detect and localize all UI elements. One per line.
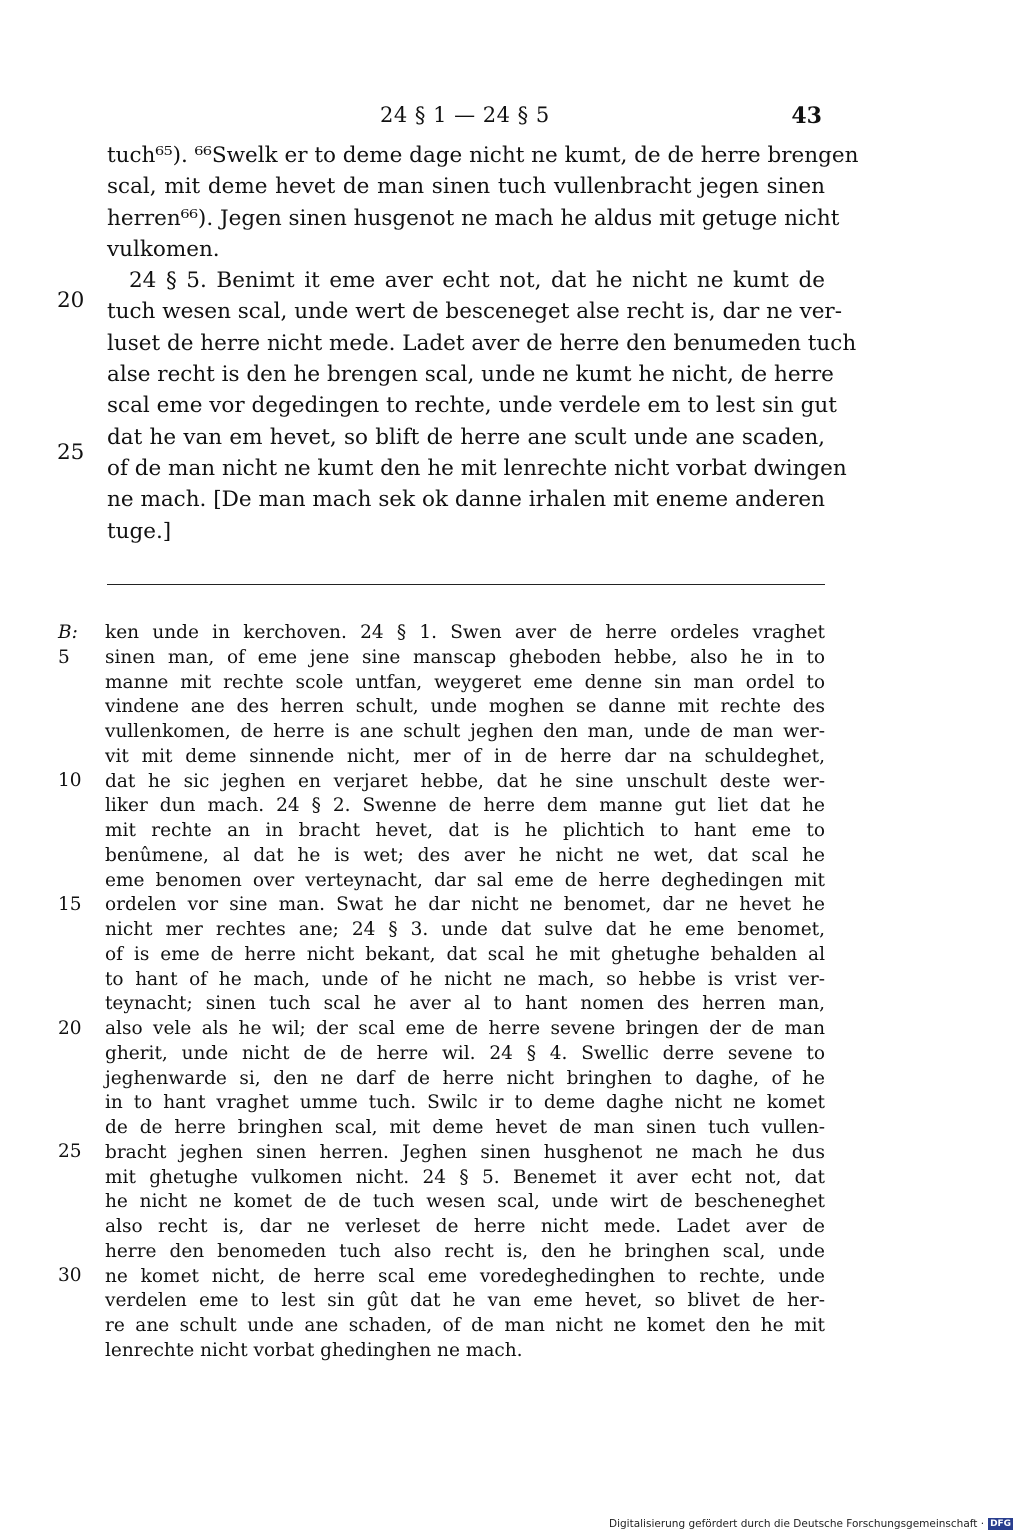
note-line: also vele als he wil; der scal eme de herre sevene bringen der de man [105, 1018, 825, 1039]
main-line: 24 § 5. Benimt it eme aver echt not, dat he nicht ne kumt de [129, 268, 825, 294]
note-line: in to hant vraghet umme tuch. Swilc ir to deme daghe nicht ne komet [105, 1092, 825, 1114]
line-number: 25 [57, 440, 85, 465]
main-line: scal eme vor degedingen to rechte, unde verdele em to lest sin gut [107, 393, 837, 419]
main-line: dat he van em hevet, so blift de herre ane scult unde ane scaden, [107, 424, 825, 450]
note-line: benûmene, al dat he is wet; des aver he nicht ne wet, dat scal he [105, 844, 825, 866]
note-line: bracht jeghen sinen herren. Jeghen sinen husghenot ne mach he dus [105, 1141, 825, 1163]
main-line: luset de herre nicht mede. Ladet aver de herre den benumeden tuch [107, 330, 857, 356]
note-line: he nicht ne komet de de tuch wesen scal, unde wirt de bescheneghet [105, 1191, 825, 1213]
page-number: 43 [791, 103, 822, 129]
note-line: also recht is, dar ne verleset de herre nicht mede. Ladet aver de [105, 1216, 825, 1237]
note-line: herre den benomeden tuch also recht is, den he bringhen scal, unde [105, 1240, 825, 1262]
note-line: eme benomen over verteynacht, dar sal eme de herre deghedingen mit [105, 869, 825, 891]
line-number: 5 [58, 646, 70, 668]
line-number: 20 [58, 1018, 82, 1039]
note-line: dat he sic jeghen en verjaret hebbe, dat he sine unschult deste wer- [105, 770, 825, 792]
line-number: 10 [58, 770, 82, 791]
line-number: 25 [58, 1141, 82, 1162]
footnote-divider [107, 584, 825, 585]
line-number: 15 [58, 894, 82, 915]
note-line: manne mit rechte scole untfan, weygeret eme denne sin man ordel to [105, 671, 825, 693]
main-line: tuge.] [107, 518, 172, 544]
note-line: of is eme de herre nicht bekant, dat scal he mit ghetughe behalden al [105, 943, 825, 965]
note-line: nicht mer rechtes ane; 24 § 3. unde dat sulve dat he eme benomet, [105, 919, 825, 940]
note-line: teynacht; sinen tuch scal he aver al to hant nomen des herren man, [105, 993, 825, 1015]
line-number: 30 [58, 1265, 82, 1286]
note-line: sinen man, of eme jene sine manscap gheboden hebbe, also he in to [105, 646, 825, 668]
main-line: tuch⁶⁵). ⁶⁶Swelk er to deme dage nicht ne kumt, de de herre brengen [107, 143, 859, 168]
main-line: of de man nicht ne kumt den he mit lenrechte nicht vorbat dwingen [107, 455, 847, 481]
main-line: scal, mit deme hevet de man sinen tuch vullenbracht jegen sinen [107, 174, 825, 200]
variant-notes [58, 621, 825, 1364]
main-line: alse recht is den he brengen scal, unde ne kumt he nicht, de herre [107, 362, 834, 388]
note-line: ne komet nicht, de herre scal eme voredeghedinghen to rechte, unde [105, 1265, 825, 1287]
main-line: tuch wesen scal, unde wert de besceneget alse recht is, dar ne ver- [107, 299, 842, 325]
footer-text: Digitalisierung gefördert durch die Deutsche Forschungsgemeinschaft · [609, 1518, 985, 1530]
note-line: liker dun mach. 24 § 2. Swenne de herre dem manne gut liet dat he [105, 795, 825, 817]
note-line: gherit, unde nicht de de herre wil. 24 § 4. Swellic derre sevene to [105, 1042, 825, 1064]
note-line: verdelen eme to lest sin gût dat he van eme hevet, so blivet de her- [105, 1290, 825, 1312]
note-line: mit rechte an in bracht hevet, dat is he plichtich to hant eme to [105, 820, 825, 841]
digitization-footer [609, 1518, 1013, 1530]
note-line: vindene ane des herren schult, unde moghen se danne mit rechte des [105, 696, 825, 718]
main-text [57, 140, 859, 547]
main-line: ne mach. [De man mach sek ok danne irhalen mit eneme anderen [107, 487, 825, 513]
note-line: jeghenwarde si, den ne darf de herre nicht bringhen to daghe, of he [105, 1067, 825, 1089]
running-head: 24 § 1 — 24 § 5 [380, 103, 550, 127]
main-line: vulkomen. [107, 236, 220, 262]
siglum: B: [58, 622, 78, 643]
note-line: to hant of he mach, unde of he nicht ne mach, so hebbe is vrist ver- [105, 968, 825, 990]
note-line: mit ghetughe vulkomen nicht. 24 § 5. Benemet it aver echt not, dat [105, 1166, 825, 1188]
note-line: ordelen vor sine man. Swat he dar nicht ne benomet, dar ne hevet he [105, 894, 825, 916]
note-line: lenrechte nicht vorbat ghedinghen ne mach. [105, 1339, 523, 1361]
main-line: herren⁶⁶). Jegen sinen husgenot ne mach he aldus mit getuge nicht [107, 205, 840, 231]
line-number: 20 [57, 288, 85, 313]
note-line: re ane schult unde ane schaden, of de man nicht ne komet den he mit [105, 1315, 825, 1336]
dfg-logo: DFG [990, 1519, 1012, 1529]
note-line: vit mit deme sinnende nicht, mer of in de herre dar na schuldeghet, [105, 745, 825, 767]
note-line: de de herre bringhen scal, mit deme hevet de man sinen tuch vullen- [105, 1117, 825, 1138]
note-line: vullenkomen, de herre is ane schult jeghen den man, unde de man wer- [105, 721, 825, 742]
note-line: ken unde in kerchoven. 24 § 1. Swen aver de herre ordeles vraghet [105, 622, 825, 643]
